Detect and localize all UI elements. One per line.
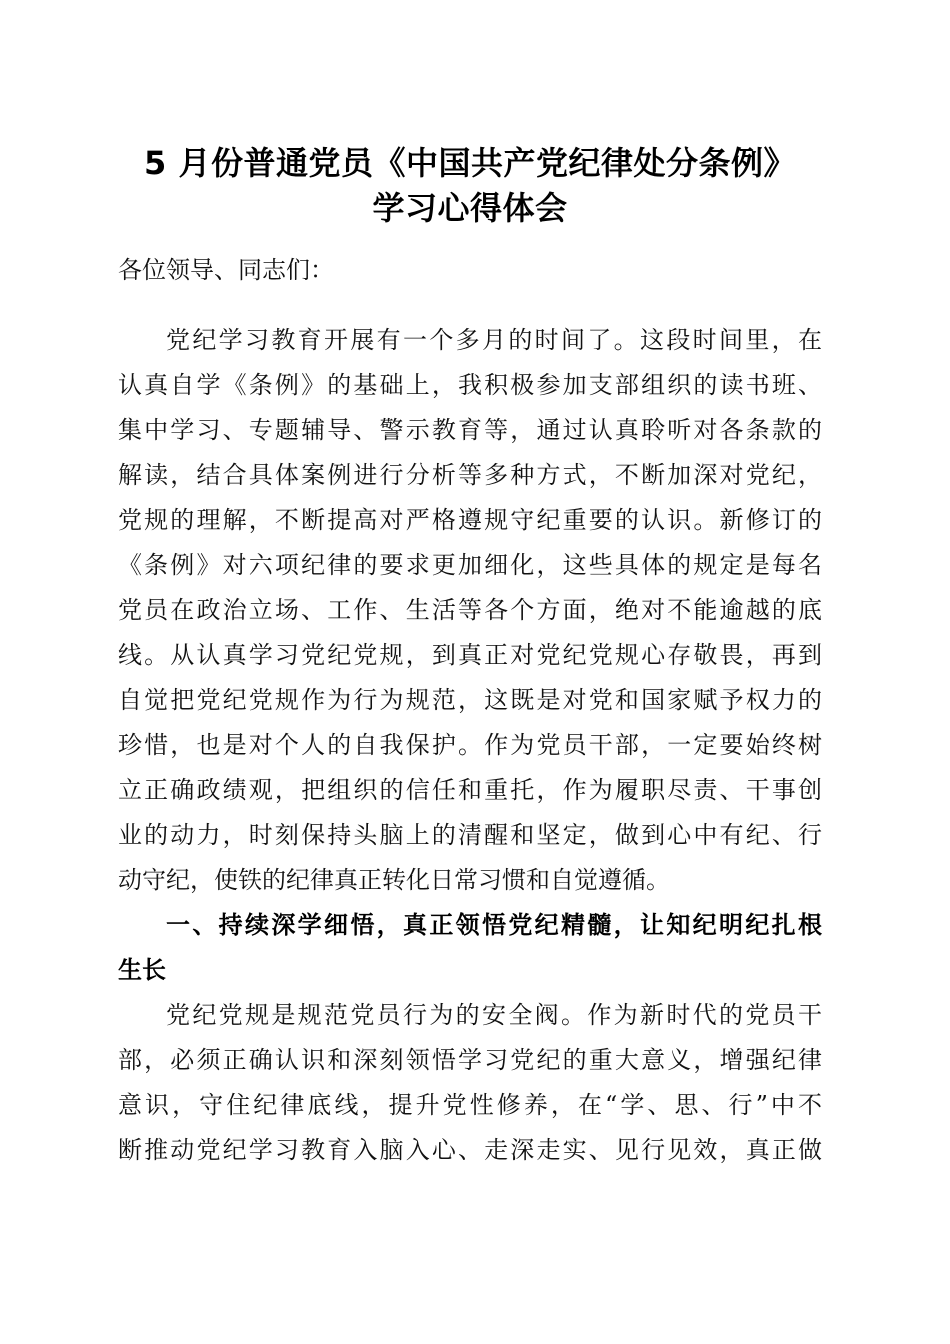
paragraph-1-line-13: 动守纪，使铁的纪律真正转化日常习惯和自觉遵循。 — [118, 866, 670, 894]
paragraph-1-line-11: 立正确政绩观，把组织的信任和重托，作为履职尽责、干事创 — [118, 776, 822, 804]
paragraph-1-line-10: 珍惜，也是对个人的自我保护。作为党员干部，一定要始终树 — [118, 731, 822, 759]
paragraph-1-line-4: 解读，结合具体案例进行分析等多种方式，不断加深对党纪， — [118, 461, 822, 489]
paragraph-1-line-1: 党纪学习教育开展有一个多月的时间了。这段时间里，在 — [166, 326, 822, 354]
paragraph-2-line-1: 党纪党规是规范党员行为的安全阀。作为新时代的党员干 — [166, 1001, 822, 1029]
paragraph-1-line-12: 业的动力，时刻保持头脑上的清醒和坚定，做到心中有纪、行 — [118, 821, 822, 849]
paragraph-1-line-8: 线。从认真学习党纪党规，到真正对党纪党规心存敬畏，再到 — [118, 641, 822, 669]
paragraph-1-line-6: 《条例》对六项纪律的要求更加细化，这些具体的规定是每名 — [118, 551, 822, 579]
paragraph-1-line-2: 认真自学《条例》的基础上，我积极参加支部组织的读书班、 — [118, 371, 822, 399]
paragraph-1-line-7: 党员在政治立场、工作、生活等各个方面，绝对不能逾越的底 — [118, 596, 822, 624]
paragraph-1-line-3: 集中学习、专题辅导、警示教育等，通过认真聆听对各条款的 — [118, 416, 822, 444]
greeting: 各位领导、同志们： — [118, 256, 334, 284]
paragraph-1-line-9: 自觉把党纪党规作为行为规范，这既是对党和国家赋予权力的 — [118, 686, 822, 714]
document-title-line-2: 学习心得体会 — [372, 189, 568, 227]
paragraph-2-line-3: 意识，守住纪律底线，提升党性修养，在“学、思、行”中不 — [118, 1091, 822, 1119]
section-1-heading-line-2: 生长 — [118, 956, 166, 984]
paragraph-2-line-4: 断推动党纪学习教育入脑入心、走深走实、见行见效，真正做 — [118, 1136, 822, 1164]
paragraph-1-line-5: 党规的理解，不断提高对严格遵规守纪重要的认识。新修订的 — [118, 506, 822, 534]
section-1-heading-line-1: 一、持续深学细悟，真正领悟党纪精髓，让知纪明纪扎根 — [166, 911, 822, 939]
document-title-line-1: 5 月份普通党员《中国共产党纪律处分条例》 — [144, 144, 796, 182]
paragraph-2-line-2: 部，必须正确认识和深刻领悟学习党纪的重大意义，增强纪律 — [118, 1046, 822, 1074]
